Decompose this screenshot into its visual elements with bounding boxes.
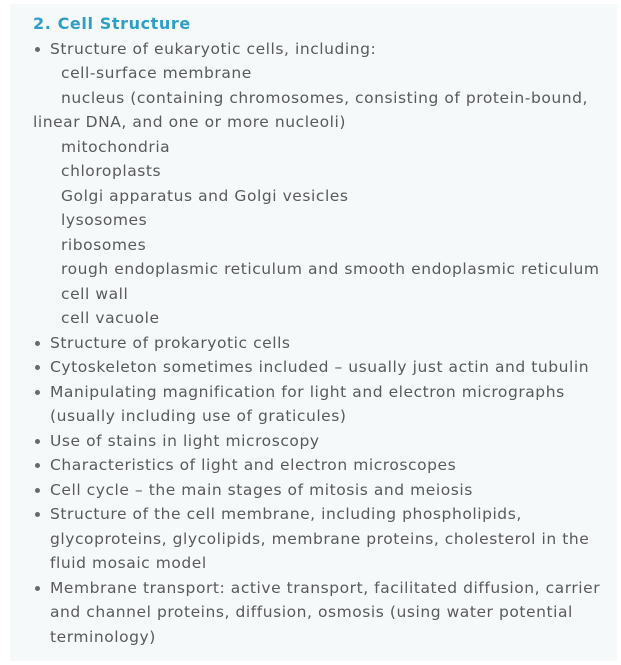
sub-item-ribosomes: ribosomes — [61, 235, 147, 254]
sub-item-golgi: Golgi apparatus and Golgi vesicles — [61, 186, 349, 205]
sub-item-cell-wall: cell wall — [61, 284, 129, 303]
list-item-stains: Use of stains in light microscopy — [33, 429, 603, 454]
list-item-cell-cycle: Cell cycle – the main stages of mitosis and meiosis — [33, 478, 603, 503]
sub-item-er: rough endoplasmic reticulum and smooth endoplasmic reticulum — [61, 260, 600, 278]
sub-item-mitochondria: mitochondria — [61, 137, 171, 156]
section-title: 2. Cell Structure — [33, 14, 191, 33]
sub-item-chloroplasts: chloroplasts — [61, 162, 162, 180]
topic-list — [33, 37, 603, 650]
list-item-microscopes: Characteristics of light and electron microscopes — [33, 453, 603, 478]
sub-item-cell-vacuole: cell vacuole — [61, 309, 160, 327]
list-item-eukaryotic: Structure of eukaryotic cells, including: — [33, 37, 603, 62]
sub-item-lysosomes: lysosomes — [61, 211, 148, 229]
list-item-cytoskeleton: Cytoskeleton sometimes included – usually just actin and tubulin — [33, 355, 603, 380]
list-item-cell-membrane: Structure of the cell membrane, including phospholipids, glycoproteins, glycolipids, membrane proteins, cholesterol in the fluid mosaic model — [33, 502, 603, 576]
list-item-transport: Membrane transport: active transport, facilitated diffusion, carrier and channel proteins, diffusion, osmosis (using water potential terminology) — [33, 576, 603, 650]
sub-item-cell-surface-membrane: cell-surface membrane — [61, 64, 252, 82]
list-item-magnification: Manipulating magnification for light and electron micrographs (usually including use of graticules) — [33, 380, 603, 429]
list-item-prokaryotic: Structure of prokaryotic cells — [33, 331, 603, 356]
content-panel — [10, 4, 617, 661]
sub-item-nucleus: nucleus (containing chromosomes, consisting of protein-bound, linear DNA, and one or more nucleoli) — [33, 88, 588, 131]
